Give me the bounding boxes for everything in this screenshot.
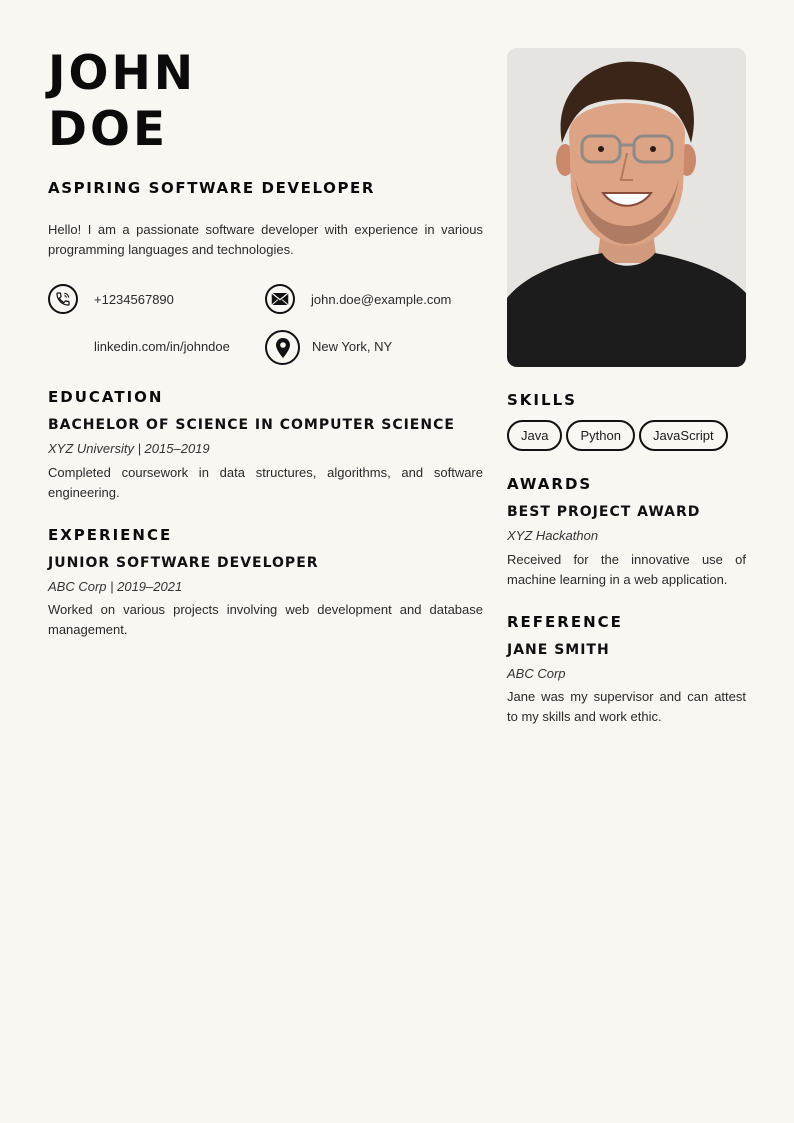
email-link[interactable]: john.doe@example.com bbox=[311, 292, 452, 307]
skills-list bbox=[507, 420, 728, 451]
awards-heading: AWARDS bbox=[507, 475, 593, 493]
education-description: Completed coursework in data structures, algorithms, and software engineering. bbox=[48, 465, 483, 500]
phone-number[interactable]: +1234567890 bbox=[94, 292, 174, 307]
linkedin-link[interactable]: linkedin.com/in/johndoe bbox=[94, 339, 230, 354]
skill-chip-javascript: JavaScript bbox=[639, 420, 728, 451]
skills-heading: SKILLS bbox=[507, 391, 577, 409]
profile-photo bbox=[507, 48, 746, 367]
award-meta: XYZ Hackathon bbox=[507, 528, 599, 543]
reference-description: Jane was my supervisor and can attest to my skills and work ethic. bbox=[507, 689, 746, 724]
reference-name: JANE SMITH bbox=[507, 642, 610, 658]
experience-heading: EXPERIENCE bbox=[48, 526, 173, 544]
mail-icon bbox=[265, 284, 295, 314]
skill-chip-python: Python bbox=[566, 420, 634, 451]
experience-meta: ABC Corp | 2019–2021 bbox=[48, 579, 183, 594]
location: New York, NY bbox=[312, 339, 393, 354]
education-meta: XYZ University | 2015–2019 bbox=[48, 441, 210, 456]
award-title: BEST PROJECT AWARD bbox=[507, 504, 701, 520]
skill-chip-java: Java bbox=[507, 420, 562, 451]
education-heading: EDUCATION bbox=[48, 388, 164, 406]
phone-icon bbox=[48, 284, 78, 314]
job-role-title: JUNIOR SOFTWARE DEVELOPER bbox=[48, 555, 319, 571]
experience-description: Worked on various projects involving web development and database management. bbox=[48, 602, 483, 637]
first-name: JOHN bbox=[48, 46, 197, 101]
summary: Hello! I am a passionate software developer with experience in various programming languages and technologies. bbox=[48, 222, 483, 257]
reference-heading: REFERENCE bbox=[507, 613, 623, 631]
last-name: DOE bbox=[48, 102, 169, 157]
award-description: Received for the innovative use of machine learning in a web application. bbox=[507, 552, 746, 587]
job-title: ASPIRING SOFTWARE DEVELOPER bbox=[48, 179, 376, 197]
reference-meta: ABC Corp bbox=[507, 666, 566, 681]
degree-title: BACHELOR OF SCIENCE IN COMPUTER SCIENCE bbox=[48, 417, 455, 433]
map-pin-icon bbox=[265, 330, 300, 365]
